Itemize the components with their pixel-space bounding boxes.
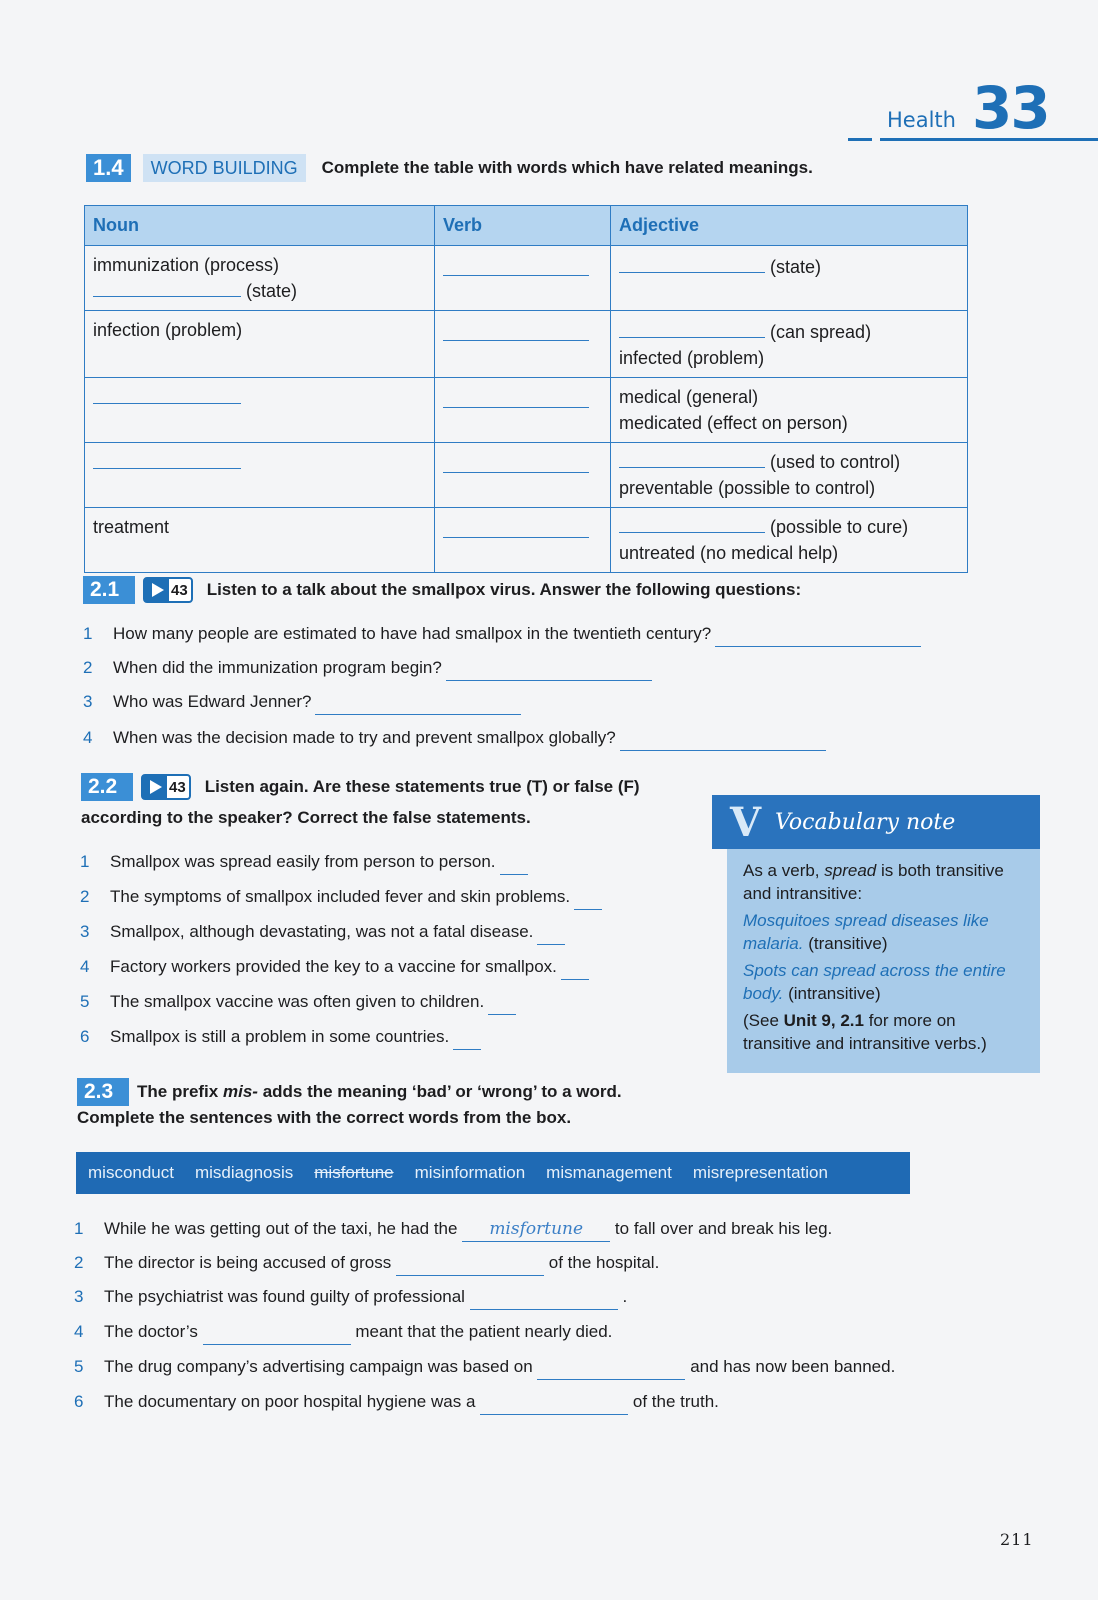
adjective-blank-line xyxy=(619,319,959,345)
word-box-item-used: misfortune xyxy=(314,1163,394,1182)
vocabulary-note-body xyxy=(727,849,1040,1073)
note-text: is both transitive and intransitive: xyxy=(743,861,1004,903)
item-number: 1 xyxy=(74,1219,84,1238)
item-number: 4 xyxy=(74,1322,84,1341)
answer-line[interactable] xyxy=(620,726,826,751)
sentence-text: of the truth. xyxy=(632,1392,719,1411)
answer-line[interactable] xyxy=(446,656,652,681)
sentence-item xyxy=(74,1355,895,1380)
exercise-2-3-heading xyxy=(77,1078,622,1106)
sentence-item xyxy=(74,1251,659,1276)
answer-line[interactable] xyxy=(396,1251,544,1276)
noun-text: infection (problem) xyxy=(93,320,243,340)
statement-item xyxy=(80,955,589,980)
play-icon xyxy=(145,579,169,601)
note-example xyxy=(743,959,1026,1005)
exercise-badge: 1.4 xyxy=(86,154,131,182)
sentence-text: of the hospital. xyxy=(548,1253,660,1272)
example-tag: (intransitive) xyxy=(788,984,881,1003)
sentence-item xyxy=(74,1320,612,1345)
table-row xyxy=(85,311,968,378)
statement-text: Smallpox was spread easily from person to person. xyxy=(110,852,496,871)
audio-track-button[interactable] xyxy=(143,577,193,603)
answer-line[interactable] xyxy=(715,622,921,647)
note-emphasis: spread xyxy=(824,861,877,880)
question-item xyxy=(83,726,826,751)
instruction-prefix: mis- xyxy=(222,1082,258,1101)
answer-line[interactable] xyxy=(315,690,521,715)
noun-blank-line xyxy=(93,278,426,304)
word-building-tag: WORD BUILDING xyxy=(143,154,306,182)
vocabulary-note xyxy=(712,795,1040,1073)
true-false-blank[interactable] xyxy=(453,1025,481,1050)
true-false-blank[interactable] xyxy=(537,920,565,945)
unit-number: 33 xyxy=(972,74,1049,142)
note-text: for more on transitive and intransitive verbs.) xyxy=(743,1011,987,1053)
item-number: 3 xyxy=(74,1287,84,1306)
note-example xyxy=(743,909,1026,955)
exercise-badge: 2.3 xyxy=(77,1078,129,1106)
item-number: 3 xyxy=(83,692,93,711)
unit-section-title: Health xyxy=(887,108,956,132)
statement-item xyxy=(80,1025,481,1050)
answer-blank[interactable] xyxy=(443,520,589,538)
adjective-text: preventable (possible to control) xyxy=(619,478,876,498)
verb-cell xyxy=(435,311,611,378)
true-false-blank[interactable] xyxy=(574,885,602,910)
exercise-badge: 2.2 xyxy=(81,773,133,801)
statement-text: Factory workers provided the key to a vaccine for smallpox. xyxy=(110,957,557,976)
adjective-blank-line xyxy=(619,514,959,540)
track-number: 43 xyxy=(169,778,186,796)
page-number: 211 xyxy=(1000,1530,1034,1549)
vocabulary-note-header xyxy=(712,795,1040,849)
table-row xyxy=(85,508,968,573)
adjective-blank-line xyxy=(619,254,959,280)
sentence-text: The drug company’s advertising campaign was based on xyxy=(104,1357,533,1376)
answer-blank[interactable] xyxy=(619,255,765,273)
noun-text: immunization (process) xyxy=(93,255,280,275)
true-false-blank[interactable] xyxy=(500,850,528,875)
word-box-item: misdiagnosis xyxy=(194,1163,294,1182)
track-number: 43 xyxy=(171,581,188,599)
adjective-cell xyxy=(611,311,968,378)
sentence-text: The director is being accused of gross xyxy=(104,1253,392,1272)
sentence-text: The documentary on poor hospital hygiene was a xyxy=(104,1392,476,1411)
question-item xyxy=(83,690,521,715)
item-number: 2 xyxy=(83,658,93,677)
note-reference: Unit 9, 2.1 xyxy=(783,1011,864,1030)
example-sentence: Spots can spread across the entire body. xyxy=(743,961,1006,1003)
adjective-cell xyxy=(611,443,968,508)
adjective-blank-line xyxy=(619,449,959,475)
exercise-1-4-heading xyxy=(86,154,813,182)
note-text: As a verb, xyxy=(743,861,820,880)
exercise-instruction: Complete the sentences with the correct words from the box. xyxy=(77,1108,572,1127)
noun-cell xyxy=(85,378,435,443)
answer-line[interactable] xyxy=(470,1285,618,1310)
adjective-text: untreated (no medical help) xyxy=(619,543,839,563)
column-header-verb: Verb xyxy=(435,206,611,246)
header-dash xyxy=(848,138,872,141)
sentence-item xyxy=(74,1390,719,1415)
noun-cell xyxy=(85,311,435,378)
adjective-hint: (possible to cure) xyxy=(770,517,909,537)
answer-blank[interactable] xyxy=(619,515,765,533)
answer-line[interactable] xyxy=(537,1355,685,1380)
item-number: 5 xyxy=(74,1357,84,1376)
note-text: (See xyxy=(743,1011,779,1030)
column-header-adjective: Adjective xyxy=(611,206,968,246)
adjective-text: infected (problem) xyxy=(619,348,765,368)
adjective-hint: (used to control) xyxy=(770,452,901,472)
sentence-text: . xyxy=(622,1287,628,1306)
example-sentence: Mosquitoes spread diseases like malaria. xyxy=(743,911,989,953)
answer-blank[interactable] xyxy=(443,258,589,276)
verb-cell xyxy=(435,378,611,443)
item-number: 2 xyxy=(80,887,90,906)
adjective-hint: (can spread) xyxy=(770,322,872,342)
adjective-cell xyxy=(611,246,968,311)
exercise-instruction: according to the speaker? Correct the false statements. xyxy=(81,808,531,827)
verb-cell xyxy=(435,443,611,508)
note-paragraph xyxy=(743,1009,1026,1055)
adjective-cell xyxy=(611,378,968,443)
sentence-text: The doctor’s xyxy=(104,1322,198,1341)
verb-cell xyxy=(435,246,611,311)
item-number: 1 xyxy=(80,852,90,871)
sentence-text: to fall over and break his leg. xyxy=(614,1219,833,1238)
noun-hint: (state) xyxy=(246,281,298,301)
table-row xyxy=(85,443,968,508)
answer-line[interactable] xyxy=(480,1390,628,1415)
question-text: When was the decision made to try and prevent smallpox globally? xyxy=(113,728,616,747)
item-number: 5 xyxy=(80,992,90,1011)
word-box-item: misrepresentation xyxy=(692,1163,828,1182)
statement-text: The smallpox vaccine was often given to children. xyxy=(110,992,485,1011)
statement-text: Smallpox is still a problem in some countries. xyxy=(110,1027,450,1046)
vocabulary-note-title: Vocabulary note xyxy=(775,809,956,835)
true-false-blank[interactable] xyxy=(561,955,589,980)
true-false-blank[interactable] xyxy=(488,990,516,1015)
sentence-text: and has now been banned. xyxy=(690,1357,896,1376)
word-box-item: misinformation xyxy=(414,1163,526,1182)
sentence-text: While he was getting out of the taxi, he had the xyxy=(104,1219,458,1238)
sentence-item xyxy=(74,1217,832,1242)
answer-blank[interactable] xyxy=(93,279,241,297)
sentence-text: meant that the patient nearly died. xyxy=(355,1322,613,1341)
noun-text: treatment xyxy=(93,517,170,537)
exercise-instruction: Listen to a talk about the smallpox virus. Answer the following questions: xyxy=(206,580,802,599)
instruction-text: The prefix xyxy=(137,1082,219,1101)
answer-blank[interactable] xyxy=(619,320,765,338)
adjective-text: medical (general) xyxy=(619,387,759,407)
word-box-item: misconduct xyxy=(88,1163,174,1182)
column-header-noun: Noun xyxy=(85,206,435,246)
exercise-2-1-heading xyxy=(83,576,801,604)
noun-cell xyxy=(85,246,435,311)
exercise-instruction: Complete the table with words which have related meanings. xyxy=(321,158,813,177)
adjective-cell xyxy=(611,508,968,573)
noun-cell xyxy=(85,443,435,508)
item-number: 6 xyxy=(80,1027,90,1046)
sentence-text: The psychiatrist was found guilty of professional xyxy=(104,1287,465,1306)
answer-blank[interactable] xyxy=(619,450,765,468)
item-number: 2 xyxy=(74,1253,84,1272)
adjective-text: medicated (effect on person) xyxy=(619,413,848,433)
answer-blank[interactable] xyxy=(443,323,589,341)
word-box-item: mismanagement xyxy=(546,1163,672,1182)
question-text: When did the immunization program begin? xyxy=(113,658,442,677)
noun-cell xyxy=(85,508,435,573)
play-icon xyxy=(143,776,167,798)
item-number: 6 xyxy=(74,1392,84,1411)
word-building-table xyxy=(84,205,968,573)
statement-text: The symptoms of smallpox included fever and skin problems. xyxy=(110,887,571,906)
example-tag: (transitive) xyxy=(808,934,888,953)
audio-track-button[interactable] xyxy=(141,774,191,800)
exercise-2-2-heading xyxy=(81,773,640,801)
word-box xyxy=(76,1152,910,1194)
sentence-item xyxy=(74,1285,627,1310)
item-number: 4 xyxy=(83,728,93,747)
exercise-instruction: Listen again. Are these statements true (T) or false (F) xyxy=(204,777,640,796)
question-text: Who was Edward Jenner? xyxy=(113,692,312,711)
item-number: 4 xyxy=(80,957,90,976)
answer-blank[interactable] xyxy=(93,386,241,404)
answer-blank[interactable] xyxy=(443,390,589,408)
exercise-instruction xyxy=(137,1080,622,1104)
instruction-text: adds the meaning ‘bad’ or ‘wrong’ to a word. xyxy=(262,1082,622,1101)
adjective-hint: (state) xyxy=(770,257,822,277)
answer-line[interactable]: misfortune xyxy=(462,1217,610,1242)
vocabulary-v-icon: V xyxy=(730,798,762,846)
question-item xyxy=(83,622,921,647)
answer-blank[interactable] xyxy=(93,451,241,469)
question-item xyxy=(83,656,652,681)
note-paragraph xyxy=(743,859,1026,905)
item-number: 1 xyxy=(83,624,93,643)
question-text: How many people are estimated to have had smallpox in the twentieth century? xyxy=(113,624,712,643)
answer-blank[interactable] xyxy=(443,455,589,473)
statement-text: Smallpox, although devastating, was not a fatal disease. xyxy=(110,922,534,941)
statement-item xyxy=(80,850,528,875)
statement-item xyxy=(80,885,602,910)
statement-item xyxy=(80,920,565,945)
table-row xyxy=(85,378,968,443)
exercise-badge: 2.1 xyxy=(83,576,135,604)
answer-line[interactable] xyxy=(203,1320,351,1345)
verb-cell xyxy=(435,508,611,573)
table-row xyxy=(85,246,968,311)
item-number: 3 xyxy=(80,922,90,941)
statement-item xyxy=(80,990,516,1015)
